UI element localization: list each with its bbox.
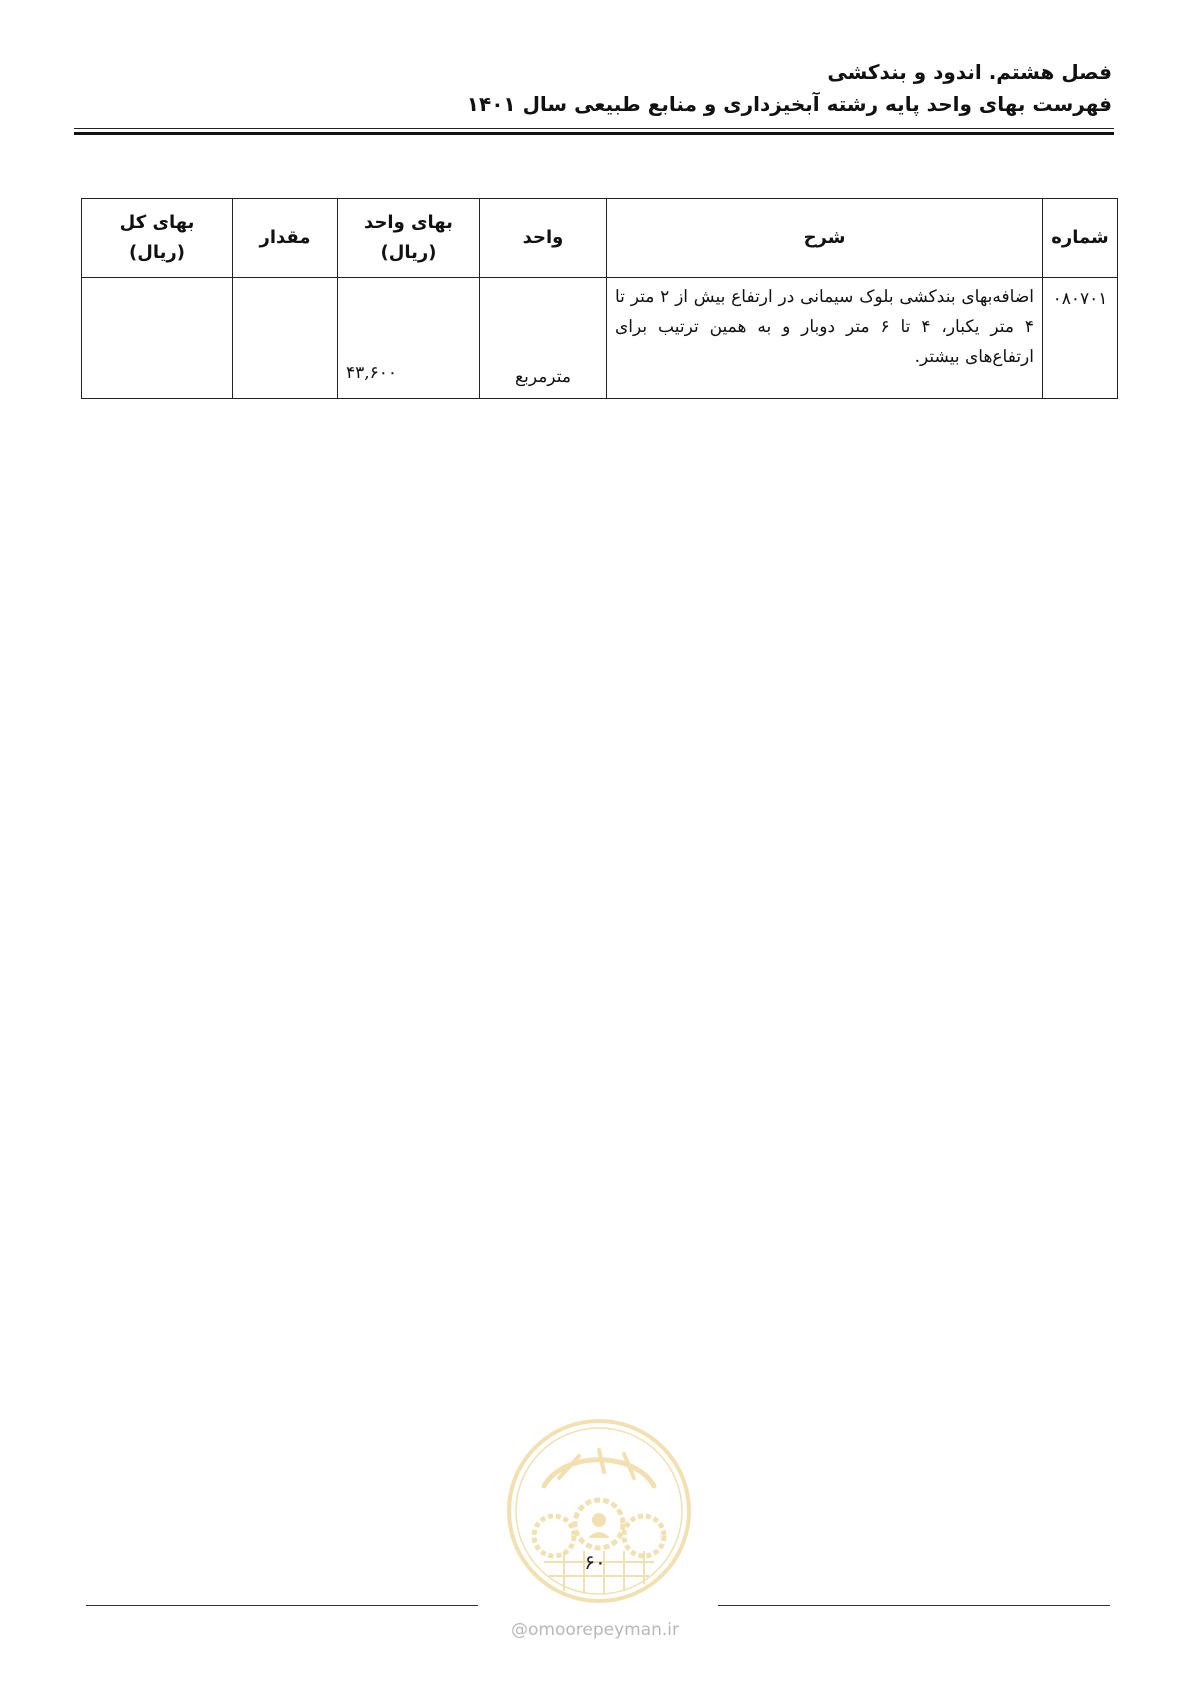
header-rule-thin	[74, 128, 1114, 129]
chapter-title: فصل هشتم. اندود و بندکشی	[827, 60, 1112, 84]
price-table	[81, 198, 1118, 399]
unit-price-currency: (ریال)	[380, 242, 437, 263]
footer-rule-right	[718, 1605, 1110, 1606]
table-row	[82, 278, 1118, 399]
row-total-price	[82, 278, 233, 399]
row-unit-price: ۴۳,۶۰۰	[338, 278, 480, 399]
row-unit: مترمربع	[480, 278, 607, 399]
column-header-description: شرح	[607, 199, 1043, 278]
table-header-row	[82, 199, 1118, 278]
column-header-unit: واحد	[480, 199, 607, 278]
column-header-unit-price	[338, 199, 480, 278]
row-description: اضافه‌بهای بندکشی بلوک سیمانی در ارتفاع بیش از ۲ متر تا ۴ متر یکبار، ۴ تا ۶ متر دوبار و به همین ترتیب برای ارتفاع‌های بیشتر.	[607, 278, 1043, 399]
header-rule-thick	[74, 132, 1114, 135]
page-number: ۶۰	[584, 1550, 606, 1574]
footer-rule-left	[86, 1605, 478, 1606]
column-header-total-price: بهای کل (ریال)	[82, 199, 233, 278]
site-watermark: @omoorepeyman.ir	[510, 1620, 680, 1640]
price-list-title: فهرست بهای واحد پایه رشته آبخیزداری و منابع طبیعی سال ۱۴۰۱	[466, 92, 1112, 116]
column-header-number: شماره	[1043, 199, 1118, 278]
page-header	[76, 56, 1112, 120]
watermark-seal	[504, 1416, 694, 1606]
unit-price-label: بهای واحد	[364, 212, 453, 233]
row-number: ۰۸۰۷۰۱	[1043, 278, 1118, 399]
column-header-quantity: مقدار	[233, 199, 338, 278]
row-quantity	[233, 278, 338, 399]
